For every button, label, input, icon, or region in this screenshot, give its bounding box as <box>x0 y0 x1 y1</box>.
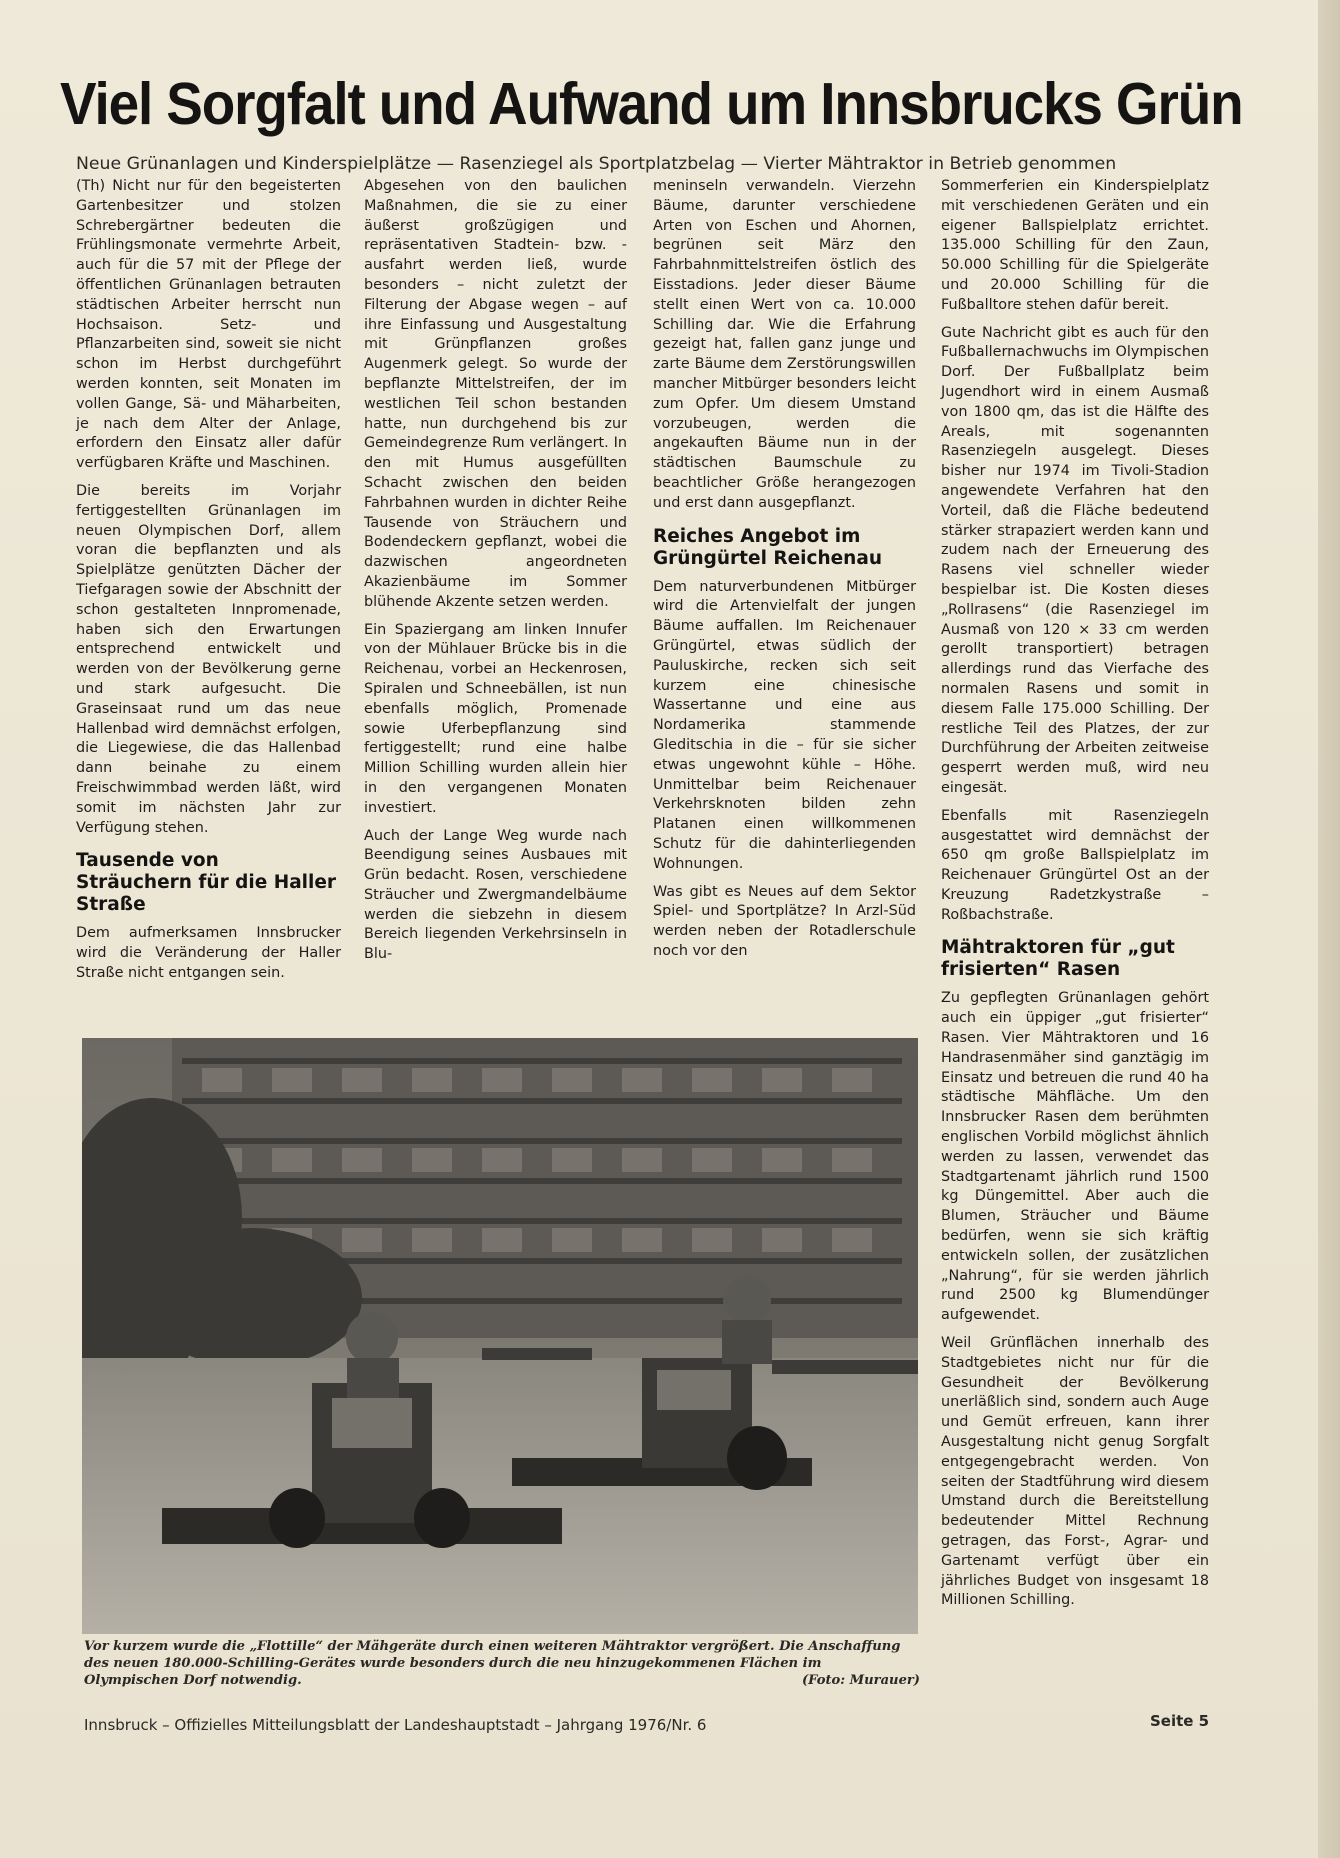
section-heading-reichenau: Reiches Angebot im Grüngürtel Reichenau <box>653 525 883 569</box>
page-edge <box>1318 0 1340 1858</box>
article-column-1 <box>76 177 341 992</box>
paragraph: Abgesehen von den baulichen Maßnahmen, die sie zu einer äußerst großzügigen und repräsentativen Stadtein- bzw. -ausfahrt werden ließ, wurde besonders – nicht zuletzt der Filterung der Abgase wegen – auf ihre Einfassung und Ausgestaltung mit Grünpflanzen großes Augenmerk gelegt. So wurde der bepflanzte Mittelstreifen, der im westlichen Teil schon bestanden hatte, nun durchgehend bis zur Gemeindegrenze Rum verlängert. In den mit Humus ausgefüllten Schacht zwischen den beiden Fahrbahnen wurden in dichter Reihe Tausende von Sträuchern und Bodendeckern gepflanzt, wobei die dazwischen angeordneten Akazienbäume im Sommer blühende Akzente setzen werden. <box>364 178 627 610</box>
paragraph: Gute Nachricht gibt es auch für den Fußballernachwuchs im Olympischen Dorf. Der Fußballplatz beim Jugendhort wird in einem Ausmaß von 1800 qm, das ist die Hälfte des Areals, mit sogenannten Rasenziegeln ausgelegt. Dieses bisher nur 1974 im Tivoli-Stadion angewendete Verfahren hat den Vorteil, daß die Fläche bedeutend stärker strapaziert werden kann und zudem nach der Erneuerung des Rasens viel schneller wieder bespielbar ist. Die Kosten dieses „Rollrasens“ (die Rasenziegel im Ausmaß von 120 × 33 cm werden gerollt transportiert) betragen allerdings rund das Vierfache des normalen Rasens und somit in diesem Falle 175.000 Schilling. Der restliche Teil des Platzes, der zur Durchführung der Arbeiten zeitweise gesperrt werden muß, wird neu eingesät. <box>941 324 1209 796</box>
page-number: Seite 5 <box>1150 1712 1210 1730</box>
subheadline: Neue Grünanlagen und Kinderspielplätze — Rasenziegel als Sportplatzbelag — Vierter Mähtraktor in Betrieb genommen <box>76 154 1117 174</box>
caption-text: Vor kurzem wurde die „Flottille“ der Mähgeräte durch einen weiteren Mähtraktor vergrößert. Die Anschaffung des neuen 180.000-Schilling-Gerätes wurde besonders durch die neu hinzugekommenen Flächen im Olympischen Dorf notwendig. <box>84 1639 901 1688</box>
section-heading-maehtraktoren: Mähtraktoren für „gut frisierten“ Rasen <box>941 937 1175 981</box>
paragraph: Dem aufmerksamen Innsbrucker wird die Veränderung der Haller Straße nicht entgangen sein. <box>76 925 341 981</box>
photo-credit: (Foto: Murauer) <box>801 1673 920 1688</box>
section-heading-haller-strasse: Tausende von Sträuchern für die Haller Straße <box>76 850 337 916</box>
footer-publication: Innsbruck – Offizielles Mitteilungsblatt der Landeshauptstadt – Jahrgang 1976/Nr. 6 <box>84 1716 707 1734</box>
paved-ground <box>82 1358 918 1634</box>
photo-caption <box>84 1638 920 1689</box>
paragraph: Ebenfalls mit Rasenziegeln ausgestattet wird demnächst der 650 qm große Ballspielplatz im Reichenauer Grüngürtel Ost an der Kreuzung Radetzkystraße – Roßbachstraße. <box>941 807 1209 923</box>
paragraph: Auch der Lange Weg wurde nach Beendigung seines Ausbaues mit Grün bedacht. Rosen, verschiedene Sträucher und Zwergmandelbäume werden die siebzehn in diesem Bereich liegenden Verkehrsinseln in Blu- <box>364 827 627 963</box>
paragraph: Weil Grünflächen innerhalb des Stadtgebietes nicht nur für die Gesundheit der Bevölkerung unerläßlich sind, sondern auch Auge und Gemüt erfreuen, kann ihrer Ausgestaltung nicht genug Sorgfalt entgegengebracht werden. Von seiten der Stadtführung wird diesem Umstand durch die Bereitstellung bedeutender Mittel Rechnung getragen, das Forst-, Agrar- und Gartenamt verfügt über ein jährliches Budget von insgesamt 18 Millionen Schilling. <box>941 1335 1209 1609</box>
paragraph: Dem naturverbundenen Mitbürger wird die Artenvielfalt der jungen Bäume auffallen. Im Reichenauer Grüngürtel, etwas südlich der Pauluskirche, recken sich seit kurzem eine chinesische Wassertanne und eine aus Nordamerika stammende Gleditschia in die – für sie sicher etwas ungewohnt kühle – Höhe. Unmittelbar beim Reichenauer Verkehrsknoten bilden zehn Platanen einen willkommenen Schutz für die dahinterliegenden Wohnungen. <box>653 578 916 872</box>
paragraph: Ein Spaziergang am linken Innufer von der Mühlauer Brücke bis in die Reichenau, vorbei an Heckenrosen, Spiralen und Schneebällen, ist nun ebenfalls möglich, Promenade sowie Uferbepflanzung sind fertiggestellt; rund eine halbe Million Schilling wurden allein hier in den vergangenen Monaten investiert. <box>364 621 627 816</box>
paragraph: Sommerferien ein Kinderspielplatz mit verschiedenen Geräten und ein eigener Ballspielplatz errichtet. 135.000 Schilling für den Zaun, 50.000 Schilling für die Spielgeräte und 20.000 Schilling für die Fußballtore stehen dafür bereit. <box>941 178 1209 313</box>
headline: Viel Sorgfalt und Aufwand um Innsbrucks Grün <box>60 71 1243 137</box>
paragraph: Was gibt es Neues auf dem Sektor Spiel- und Sportplätze? In Arzl-Süd werden neben der Rotadlerschule noch vor den <box>653 883 916 959</box>
article-column-3 <box>653 177 916 970</box>
paragraph: meninseln verwandeln. Vierzehn Bäume, darunter verschiedene Arten von Eschen und Ahornen, begrünen seit März den Fahrbahnmittelstreifen östlich des Eisstadions. Jeder dieser Bäume stellt einen Wert von ca. 10.000 Schilling dar. Wie die Erfahrung gezeigt hat, fallen ganz junge und zarte Bäume dem Zerstörungswillen mancher Mitbürger besonders leicht zum Opfer. Um diesem Umstand vorzubeugen, werden die angekauften Bäume nun in der städtischen Baumschule zu beachtlicher Größe herangezogen und erst dann ausgepflanzt. <box>653 178 916 511</box>
photo-lawn-mower-tractors <box>82 1038 918 1634</box>
paragraph: Zu gepflegten Grünanlagen gehört auch ein üppiger „gut frisierter“ Rasen. Vier Mähtraktoren und 16 Handrasenmäher sind ganztägig im Einsatz und betreuen die rund 40 ha städtische Mähfläche. Um den Innsbrucker Rasen dem berühmten englischen Vorbild möglichst ähnlich werden zu lassen, verwendet das Stadtgartenamt jährlich rund 1500 kg Düngemittel. Aber auch die Blumen, Sträucher und Bäume bedürfen, wenn sie sich kräftig entwickeln sollen, der zusätzlichen „Nahrung“, für sie werden jährlich rund 2500 kg Blumendünger aufgewendet. <box>941 990 1209 1324</box>
paragraph: (Th) Nicht nur für den begeisterten Gartenbesitzer und stolzen Schrebergärtner bedeuten die Frühlingsmonate vermehrte Arbeit, auch für die 57 mit der Pflege der öffentlichen Grünanlagen betrauten städtischen Arbeiter herrscht nun Hochsaison. Setz- und Pflanzarbeiten sind, soweit sie nicht schon im Herbst durchgeführt werden konnten, seit Monaten im vollen Gange, Sä- und Mäharbeiten, je nach dem Alter der Anlage, erfordern den Einsatz aller dafür verfügbaren Kräfte und Maschinen. <box>76 178 341 472</box>
article-column-2 <box>364 177 627 973</box>
photo-illustration <box>82 1038 918 1634</box>
article-column-4 <box>941 177 1209 1619</box>
paragraph: Die bereits im Vorjahr fertiggestellten Grünanlagen im neuen Olympischen Dorf, allem voran die bepflanzten und als Spielplätze genützten Dächer der Tiefgaragen sowie der Abschnitt der schon gestalteten Innpromenade, haben sich den Erwartungen entsprechend entwickelt und werden von der Bevölkerung gerne und stark aufgesucht. Die Graseinsaat rund um das neue Hallenbad wird demnächst erfolgen, die Liegewiese, die das Hallenbad dann beinahe zu einem Freischwimmbad werden läßt, wird somit im nächsten Jahr zur Verfügung stehen. <box>76 482 341 836</box>
